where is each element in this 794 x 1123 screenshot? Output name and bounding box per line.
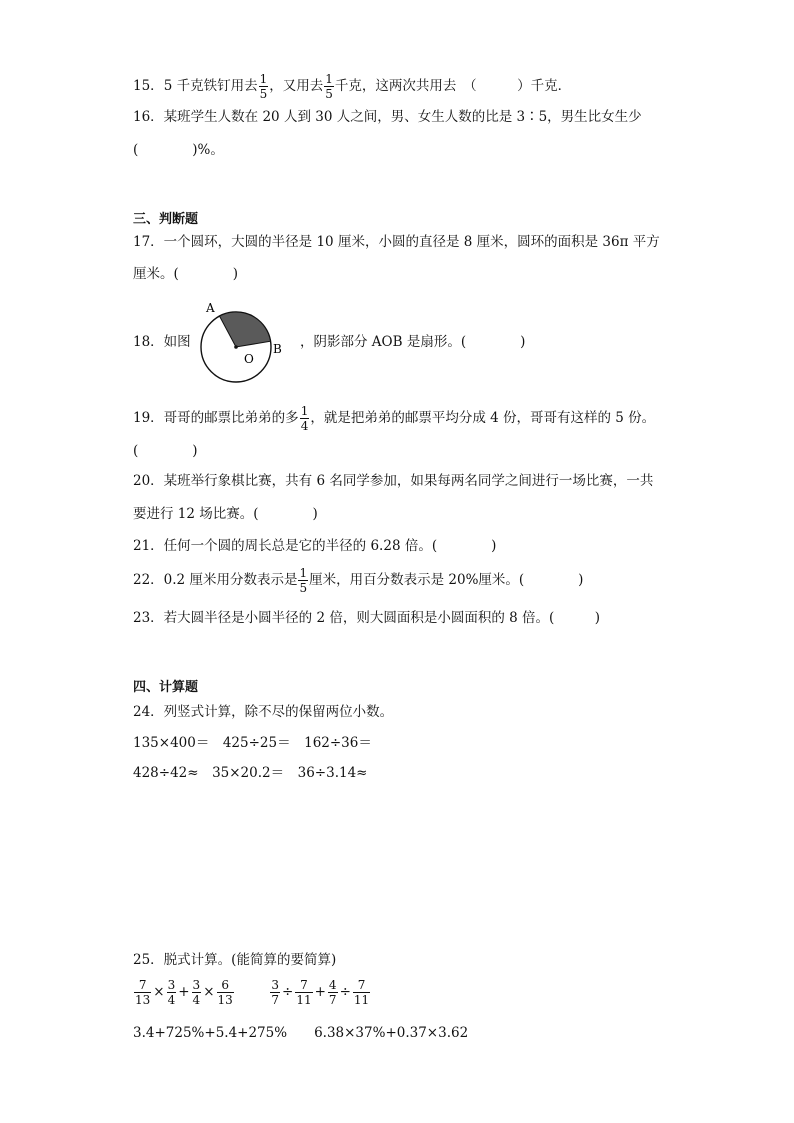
fraction: $\frac{6}{13}$ (217, 978, 233, 1007)
question-17-line-1: 17．一个圆环，大圆的半径是 10 厘米，小圆的直径是 8 厘米，圆环的面积是 36π 平方 (133, 234, 660, 250)
question-15 (133, 72, 571, 101)
section-title-judgment: 三、判断题 (133, 212, 199, 227)
fraction: $\frac{7}{13}$ (135, 978, 151, 1007)
question-21: 21．任何一个圆的周长总是它的半径的 6.28 倍。( ) (133, 538, 497, 554)
question-20-line-1: 20．某班举行象棋比赛，共有 6 名同学参加，如果每两名同学之间进行一场比赛，一共 (133, 473, 654, 489)
operator: × (203, 984, 215, 1000)
fraction: $\frac{1}{4}$ (300, 404, 309, 433)
operator: × (153, 984, 165, 1000)
question-25-row-1 (133, 978, 371, 1007)
question-23: 23．若大圆半径是小圆半径的 2 倍，则大圆面积是小圆面积的 8 倍。( ) (133, 610, 601, 626)
operator: ÷ (339, 984, 351, 1000)
question-16-line-2: ( )%。 (133, 142, 224, 158)
operator: ÷ (282, 984, 294, 1000)
fraction: $\frac{4}{7}$ (328, 978, 337, 1007)
fraction: $\frac{3}{4}$ (167, 978, 176, 1007)
question-25-row-2: 3.4+725%+5.4+275% 6.38×37%+0.37×3.62 (133, 1025, 469, 1041)
question-18-suffix: ，阴影部分 AOB 是扇形。( ) (300, 334, 526, 350)
operator: + (178, 984, 190, 1000)
center-dot (234, 345, 238, 349)
question-15-text-1: 5 千克铁钉用去 (163, 78, 258, 94)
fraction: $\frac{3}{7}$ (271, 978, 280, 1007)
section-title-calculation: 四、计算题 (133, 680, 199, 695)
expression-1 (133, 978, 239, 1007)
question-19-text-1: 19．哥哥的邮票比弟弟的多 (133, 410, 299, 426)
question-22 (133, 566, 583, 595)
fraction: $\frac{1}{5}$ (299, 566, 308, 595)
operator: + (314, 984, 326, 1000)
sector-figure (196, 296, 296, 388)
question-25-title: 25．脱式计算。(能简算的要简算) (133, 952, 337, 968)
question-15-text-2: ，又用去 (269, 78, 324, 94)
question-19-line-2: ( ) (133, 443, 198, 459)
question-16-line-1: 16．某班学生人数在 20 人到 30 人之间，男、女生人数的比是 3∶5，男生比女生少 (133, 109, 642, 125)
fraction: $\frac{7}{11}$ (353, 978, 370, 1007)
question-22-text-1: 22．0.2 厘米用分数表示是 (133, 572, 298, 588)
label-a: A (206, 301, 215, 315)
fraction: $\frac{7}{11}$ (296, 978, 312, 1007)
question-24-title: 24．列竖式计算，除不尽的保留两位小数。 (133, 704, 394, 720)
question-17-line-2: 厘米。( ) (133, 266, 239, 282)
question-19 (133, 404, 655, 433)
question-15-number: 15． (133, 78, 164, 94)
question-18-prefix: 18．如图 (133, 334, 191, 350)
label-b: B (273, 342, 282, 356)
question-15-text-3: 千克，这两次共用去 （ ）千克． (334, 78, 572, 94)
question-24-row-1: 135×400＝ 425÷25＝ 162÷36＝ (133, 735, 372, 751)
question-20-line-2: 要进行 12 场比赛。( ) (133, 506, 318, 522)
question-24-row-2: 428÷42≈ 35×20.2＝ 36÷3.14≈ (133, 765, 368, 781)
fraction: $\frac{3}{4}$ (192, 978, 201, 1007)
fraction: $\frac{1}{5}$ (325, 72, 333, 101)
question-19-text-2: ，就是把弟弟的邮票平均分成 4 份，哥哥有这样的 5 份。 (310, 410, 656, 426)
fraction: $\frac{1}{5}$ (259, 72, 268, 101)
question-22-text-2: 厘米，用百分数表示是 20%厘米。( ) (309, 572, 584, 588)
expression-2 (269, 978, 371, 1007)
label-o: O (244, 352, 254, 366)
